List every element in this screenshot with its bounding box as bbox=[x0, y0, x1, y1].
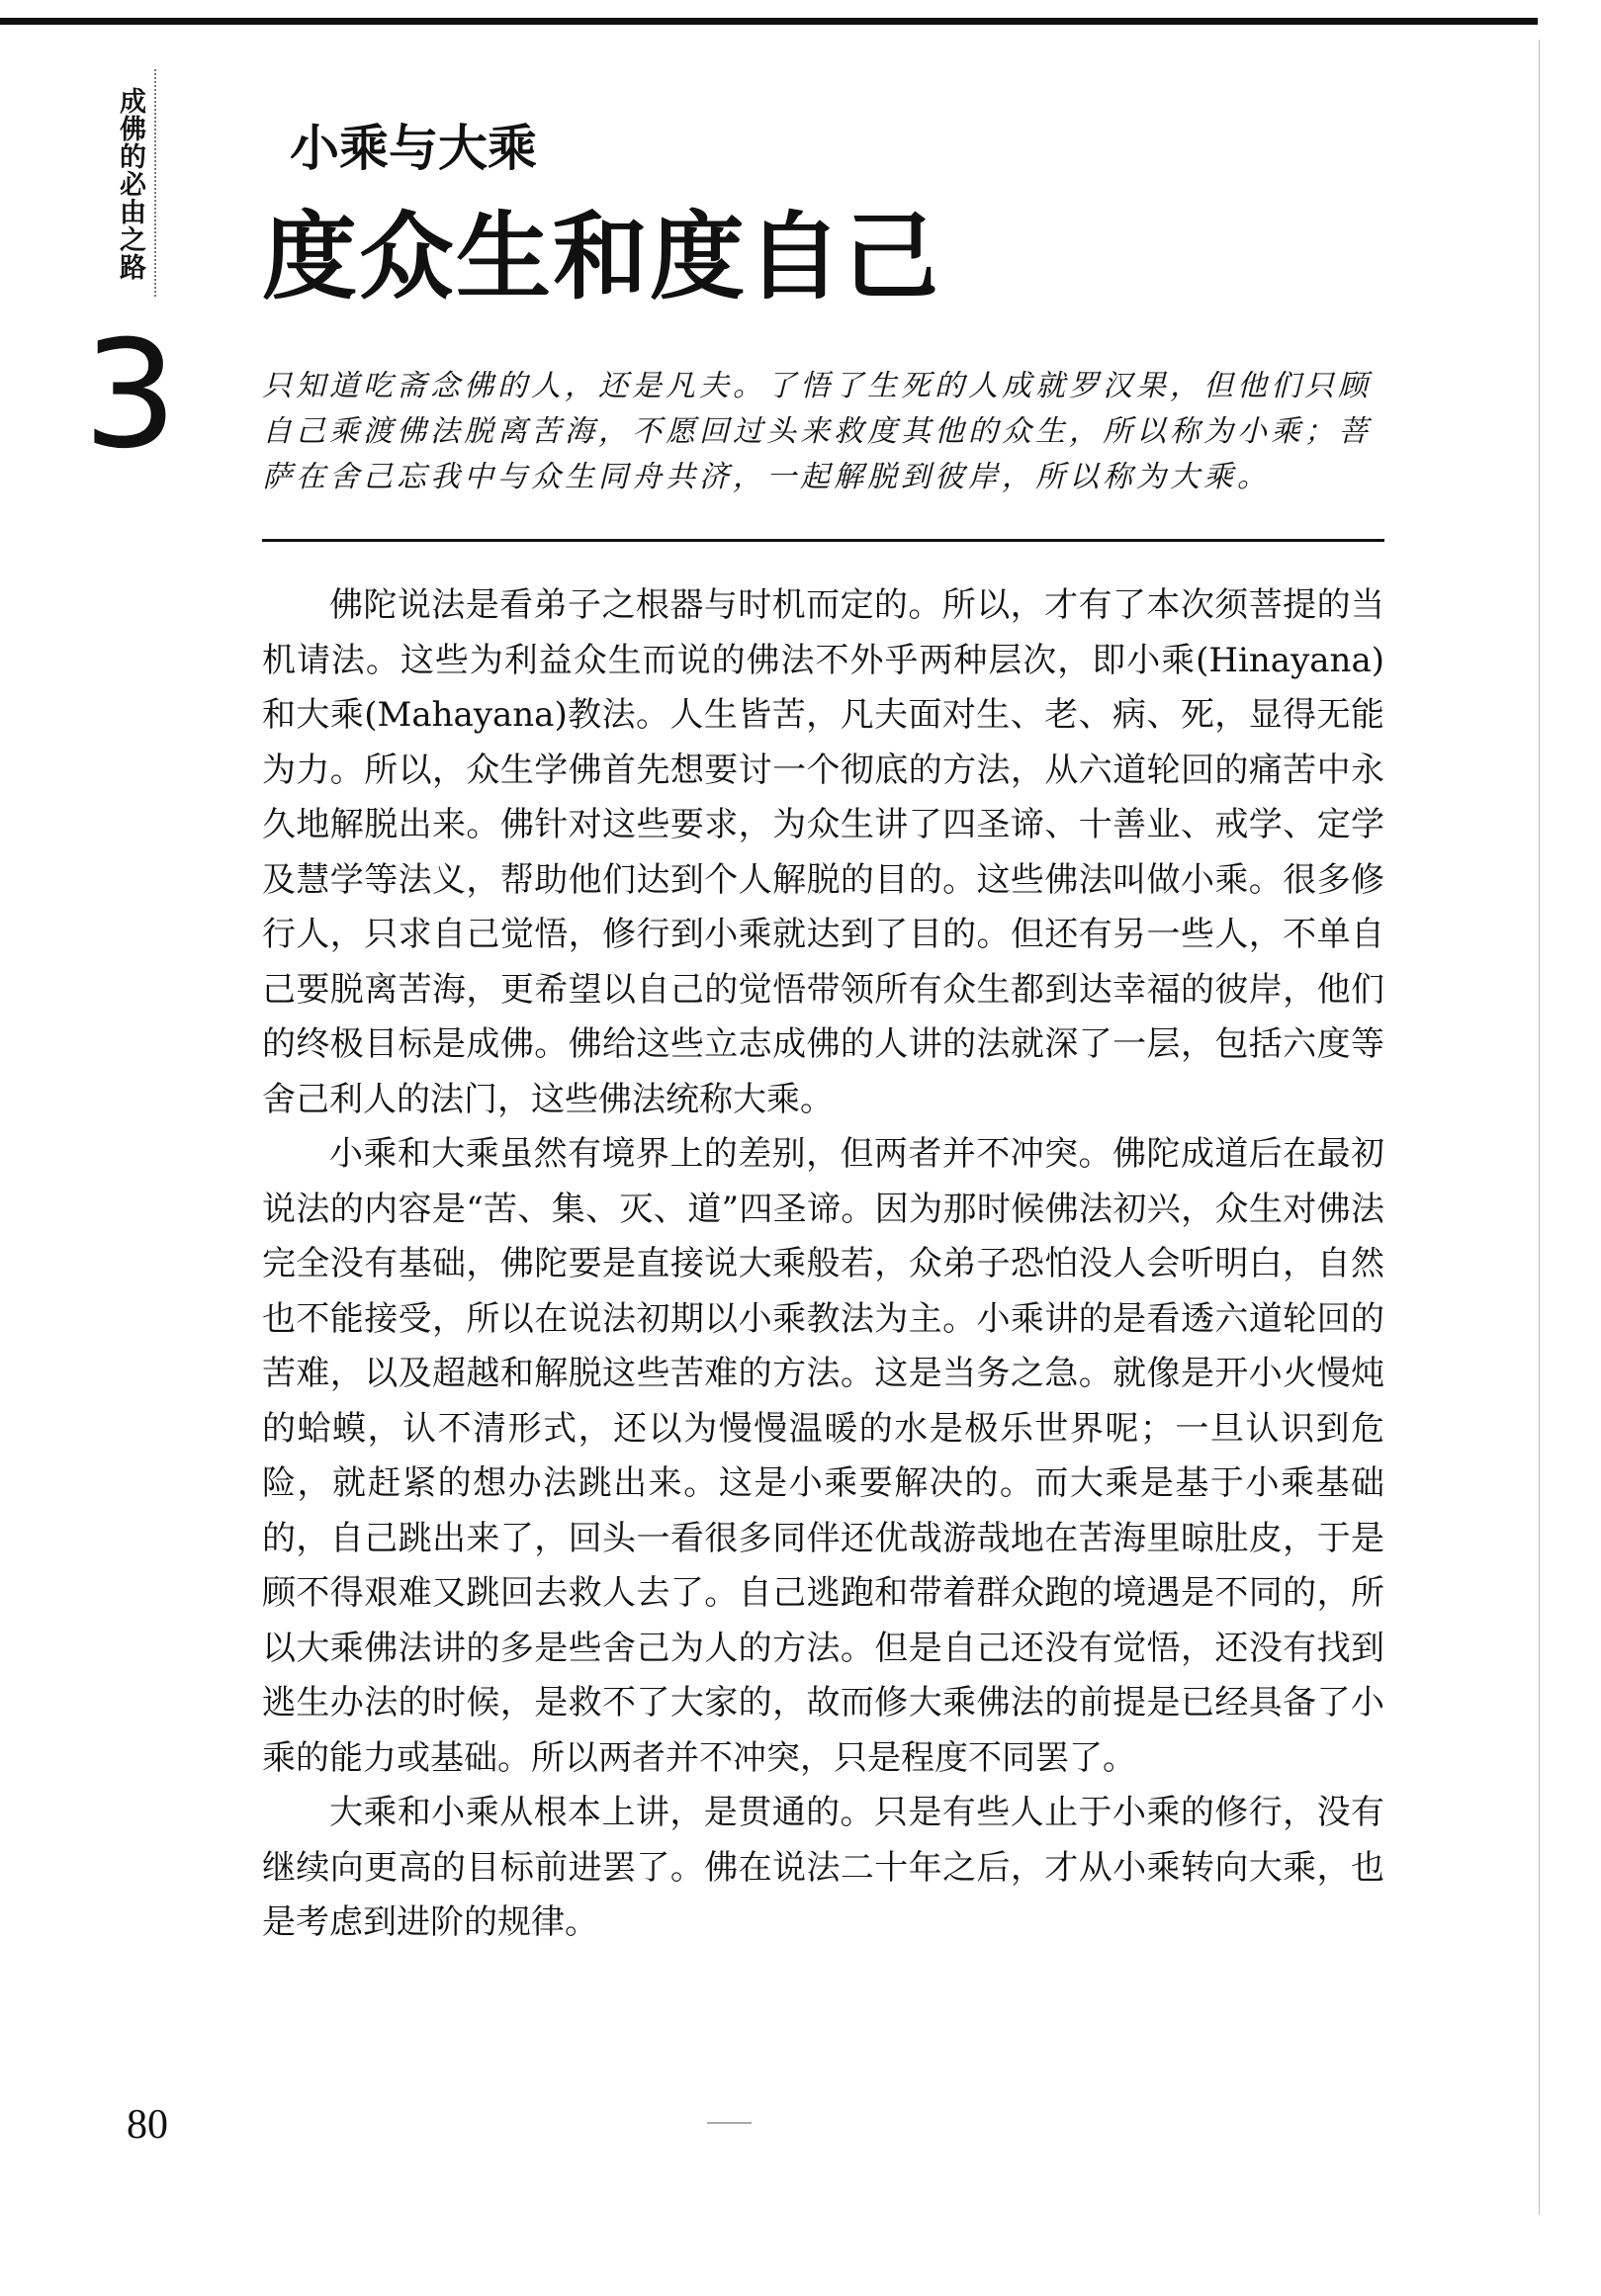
section-title: 度众生和度自己 bbox=[262, 202, 940, 312]
intro-divider-rule bbox=[262, 539, 1384, 542]
paragraph: 大乘和小乘从根本上讲，是贯通的。只是有些人止于小乘的修行，没有继续向更高的目标前进罢了。佛在说法二十年之后，才从小乘转向大乘，也是考虑到进阶的规律。 bbox=[262, 1793, 1384, 1942]
dotted-divider bbox=[154, 69, 156, 297]
intro-paragraph: 只知道吃斋念佛的人，还是凡夫。了悟了生死的人成就罗汉果，但他们只顾自己乘渡佛法脱离苦海，不愿回过头来救度其他的众生，所以称为小乘；菩萨在舍己忘我中与众生同舟共济，一起解脱到彼岸，所以称为大乘。 bbox=[262, 369, 1372, 494]
paragraph: 小乘和大乘虽然有境界上的差别，但两者并不冲突。佛陀成道后在最初说法的内容是“苦、集、灭、道”四圣谛。因为那时候佛法初兴，众生对佛法完全没有基础，佛陀要是直接说大乘般若，众弟子恐怕没人会听明白，自然也不能接受，所以在说法初期以小乘教法为主。小乘讲的是看透六道轮回的苦难，以及超越和解脱这些苦难的方法。这是当务之急。就像是开小火慢炖的蛤蟆，认不清形式，还以为慢慢温暖的水是极乐世界呢；一旦认识到危险，就赶紧的想办法跳出来。这是小乘要解决的。而大乘是基于小乘基础的，自己跳出来了，回头一看很多同伴还优哉游哉地在苦海里晾肚皮，于是顾不得艰难又跳回去救人去了。自己逃跑和带着群众跑的境遇是不同的，所以大乘佛法讲的多是些舍己为人的方法。但是自己还没有觉悟，还没有找到逃生办法的时候，是救不了大家的，故而修大乘佛法的前提是已经具备了小乘的能力或基础。所以两者并不冲突，只是程度不同罢了。 bbox=[262, 1134, 1384, 1778]
footer-mark bbox=[707, 2122, 752, 2124]
page-edge-line bbox=[1539, 40, 1540, 2215]
page-number: 80 bbox=[127, 2102, 168, 2148]
top-rule bbox=[0, 18, 1538, 25]
chapter-number: 3 bbox=[83, 309, 178, 482]
section-subtitle: 小乘与大乘 bbox=[290, 119, 537, 177]
body-text bbox=[262, 578, 1384, 1951]
running-header-vertical: 成佛的必由之路 bbox=[115, 87, 145, 281]
paragraph: 佛陀说法是看弟子之根器与时机而定的。所以，才有了本次须菩提的当机请法。这些为利益众生而说的佛法不外乎两种层次，即小乘(Hinayana)和大乘(Mahayana)教法。人生皆苦，凡夫面对生、老、病、死，显得无能为力。所以，众生学佛首先想要讨一个彻底的方法，从六道轮回的痛苦中永久地解脱出来。佛针对这些要求，为众生讲了四圣谛、十善业、戒学、定学及慧学等法义，帮助他们达到个人解脱的目的。这些佛法叫做小乘。很多修行人，只求自己觉悟，修行到小乘就达到了目的。但还有另一些人，不单自己要脱离苦海，更希望以自己的觉悟带领所有众生都到达幸福的彼岸，他们的终极目标是成佛。佛给这些立志成佛的人讲的法就深了一层，包括六度等舍己利人的法门，这些佛法统称大乘。 bbox=[262, 585, 1384, 1119]
